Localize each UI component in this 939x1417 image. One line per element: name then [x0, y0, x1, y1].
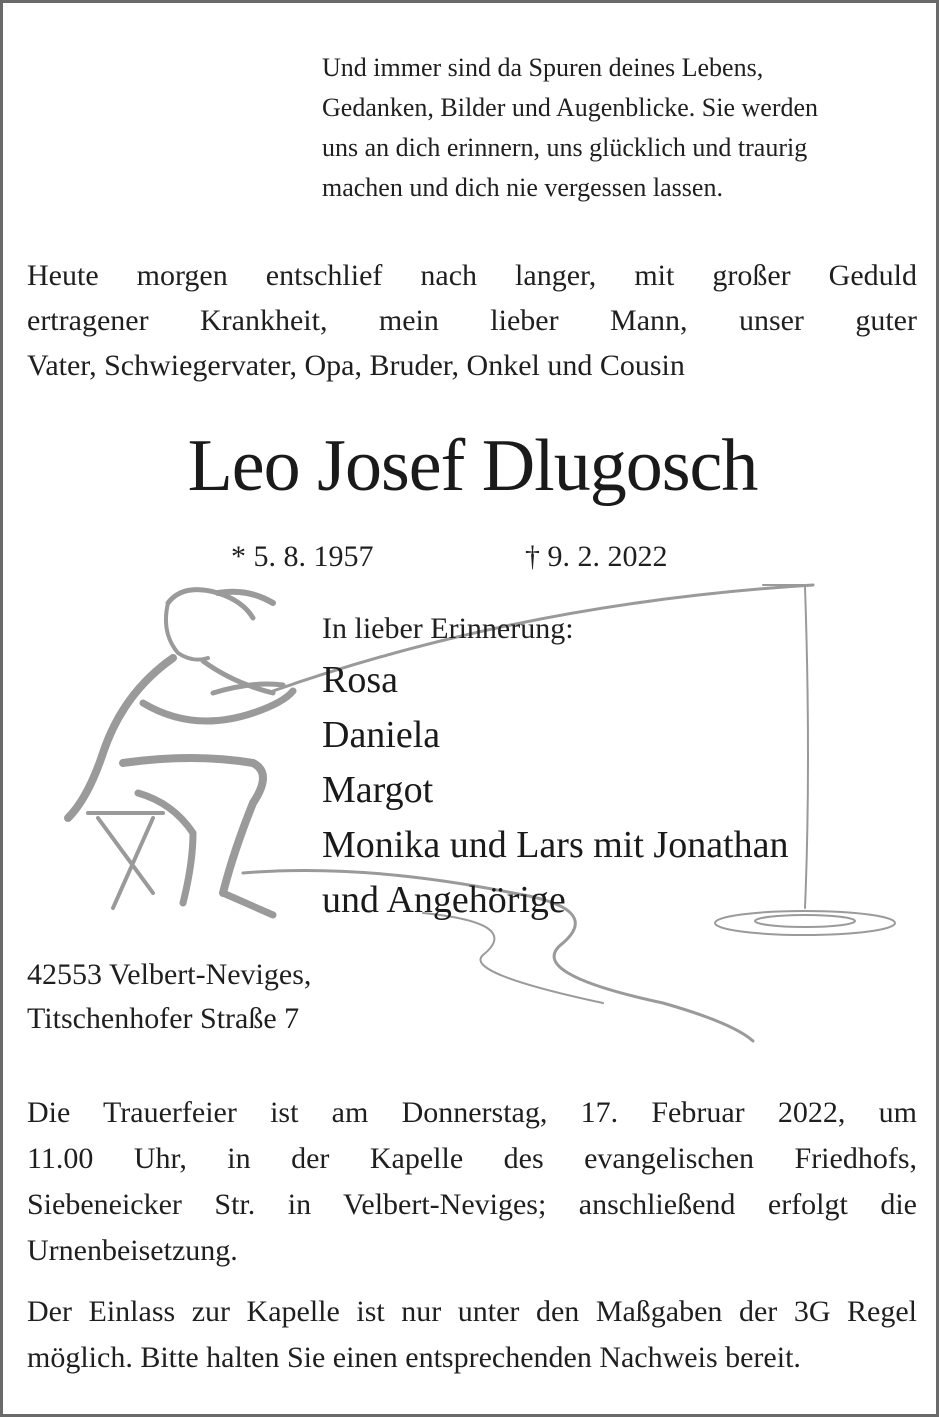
announcement-line: Vater, Schwiegervater, Opa, Bruder, Onkel und Cousin [27, 349, 685, 382]
quote-line: Und immer sind da Spuren deines Lebens, [322, 53, 764, 82]
entry-notice [27, 1289, 917, 1381]
quote-line: uns an dich erinnern, uns glücklich und traurig [322, 133, 808, 162]
mourner-name: Margot [322, 769, 434, 811]
service-line: Siebeneicker Str. in Velbert-Neviges; anschließend erfolgt die [27, 1188, 917, 1221]
mourner-name: Monika und Lars mit Jonathan [322, 824, 789, 866]
address-line: Titschenhofer Straße 7 [27, 1002, 300, 1035]
announcement-text [27, 253, 917, 388]
memory-heading: In lieber Erinnerung: [322, 612, 574, 645]
service-line: Urnenbeisetzung. [27, 1234, 238, 1267]
notice-line: Der Einlass zur Kapelle ist nur unter den Maßgaben der 3G Regel [27, 1295, 917, 1328]
family-address [27, 953, 311, 1041]
service-line: Die Trauerfeier ist am Donnerstag, 17. Februar 2022, um [27, 1096, 917, 1129]
deceased-name: Leo Josef Dlugosch [187, 425, 758, 507]
mourner-name: Daniela [322, 714, 441, 756]
death-date: † 9. 2. 2022 [525, 540, 668, 573]
birth-date: * 5. 8. 1957 [231, 540, 374, 573]
quote-line: Gedanken, Bilder und Augenblicke. Sie werden [322, 93, 819, 122]
address-line: 42553 Velbert-Neviges, [27, 958, 312, 991]
mourner-name: und Angehörige [322, 879, 566, 921]
quote-line: machen und dich nie vergessen lassen. [322, 173, 723, 202]
announcement-line: Heute morgen entschlief nach langer, mit großer Geduld [27, 259, 917, 292]
mourners-list [322, 653, 788, 928]
notice-line: möglich. Bitte halten Sie einen entsprechenden Nachweis bereit. [27, 1341, 801, 1374]
mourner-name: Rosa [322, 659, 398, 701]
funeral-service-info [27, 1090, 917, 1274]
service-line: 11.00 Uhr, in der Kapelle des evangelischen Friedhofs, [27, 1142, 917, 1175]
memorial-quote [322, 48, 922, 208]
announcement-line: ertragener Krankheit, mein lieber Mann, unser guter [27, 304, 917, 337]
